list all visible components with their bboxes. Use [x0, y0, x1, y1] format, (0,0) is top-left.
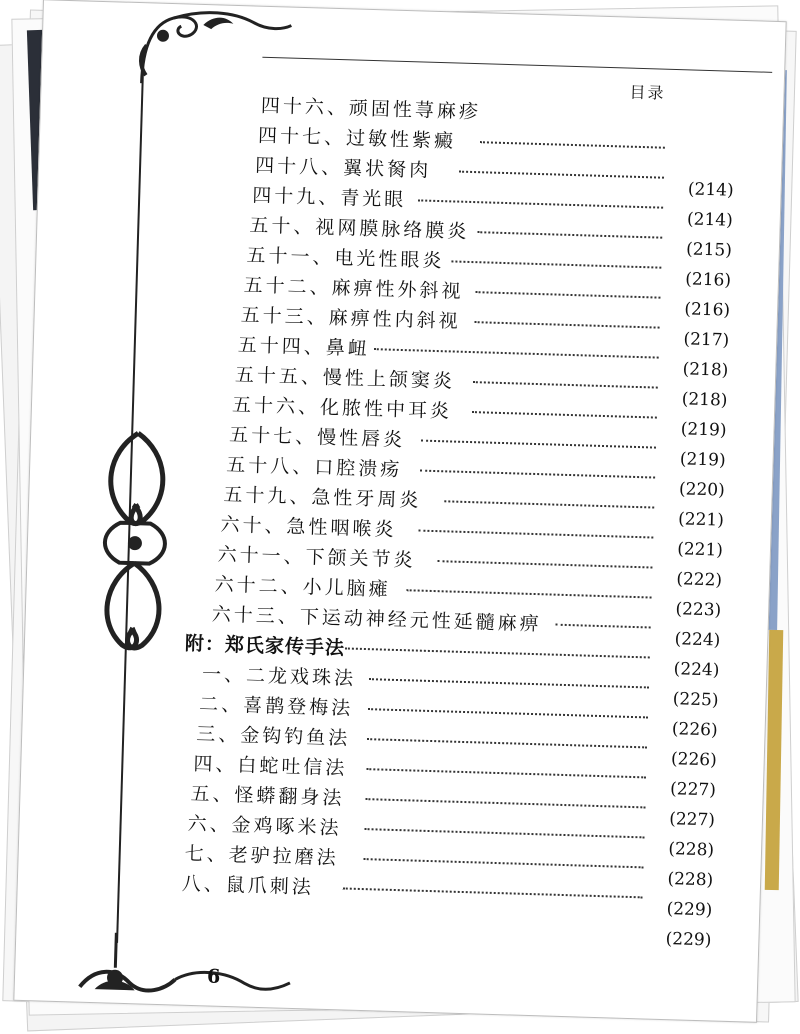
toc-entry-page: (228) [667, 869, 714, 891]
toc-entry-label: 四、白蛇吐信法 [193, 752, 348, 780]
toc-entry-page: (225) [672, 689, 719, 711]
toc-entry-page: (214) [687, 179, 734, 201]
dot-leader [477, 231, 662, 238]
page-header-title: 目录 [629, 82, 666, 103]
toc-entry-label: 六十、急性咽喉炎 [220, 513, 397, 541]
toc-entry-label: 附：郑氏家传手法 [184, 632, 346, 660]
toc-entry-page: (222) [676, 569, 723, 591]
toc-entry-label: 六十一、下颌关节炎 [217, 543, 416, 572]
toc-entry-label: 三、金钩钓鱼法 [195, 723, 351, 750]
toc-entry-page: (218) [681, 389, 728, 411]
dot-leader [343, 887, 643, 898]
toc-entry-label: 五、怪蟒翻身法 [190, 782, 345, 810]
dot-leader [475, 321, 660, 328]
toc-entry-page: (218) [682, 359, 729, 381]
dot-leader [421, 440, 656, 449]
dot-leader [418, 199, 663, 208]
toc-entry-label: 四十九、青光眼 [251, 184, 407, 212]
dot-leader [459, 171, 664, 179]
toc-entry-label: 五十、视网膜脉络膜炎 [249, 214, 470, 243]
toc-entry-page: (226) [671, 719, 718, 741]
toc-entry-page: (221) [677, 509, 725, 531]
toc-entry-label: 五十五、慢性上颌窦炎 [234, 364, 456, 393]
toc-entry-label: 二、喜鹊登梅法 [198, 693, 354, 720]
dot-leader [472, 411, 657, 418]
bottom-ornament-icon [74, 927, 296, 1003]
toc-entry-label: 五十一、电光性眼炎 [246, 244, 445, 273]
toc-entry-label: 五十三、麻痹性内斜视 [240, 304, 461, 333]
document-page [13, 0, 786, 1023]
toc-entry-page: (227) [669, 779, 717, 801]
dot-leader [420, 470, 655, 479]
toc-entry-page: (215) [685, 239, 733, 261]
dot-leader [407, 589, 652, 598]
toc-entry-label: 五十八、口腔溃疡 [225, 453, 403, 482]
toc-entry-label: 七、老驴拉磨法 [184, 842, 340, 870]
toc-entry-page: (223) [675, 599, 722, 621]
side-ornament-icon [87, 422, 184, 655]
toc-entry-page: (226) [670, 749, 718, 771]
corner-ornament-icon [132, 5, 294, 90]
toc-entry-page: (227) [668, 809, 716, 831]
dot-leader [480, 141, 665, 148]
toc-entry-page: (229) [666, 899, 713, 921]
dot-leader [418, 530, 653, 539]
toc-entry-label: 五十四、鼻衄 [237, 334, 371, 361]
toc-entry-label: 五十二、麻痹性外斜视 [243, 274, 464, 303]
table-of-contents [167, 87, 737, 951]
toc-entry-label: 四十七、过敏性紫癜 [257, 124, 457, 153]
dot-leader [444, 500, 654, 508]
dot-leader [368, 708, 648, 718]
toc-entry-page: (228) [668, 839, 715, 861]
dot-leader [366, 768, 646, 778]
dot-leader [556, 624, 651, 629]
toc-entry-label: 一、二龙戏珠法 [201, 663, 357, 690]
toc-entry-label: 五十六、化脓性中耳炎 [231, 393, 453, 423]
page-number: 6 [206, 965, 221, 988]
toc-entry-page: (224) [674, 629, 721, 651]
toc-entry-label: 六十三、下运动神经元性延髓麻痹 [211, 603, 543, 636]
dot-leader [364, 858, 644, 868]
toc-entry-label: 八、鼠爪刺法 [181, 872, 315, 899]
toc-entry-page: (219) [679, 449, 726, 471]
dot-leader [365, 798, 645, 808]
dot-leader [345, 647, 650, 658]
dot-leader [451, 260, 661, 268]
dot-leader [437, 560, 652, 568]
toc-entry-page: (217) [683, 329, 730, 351]
toc-entry-label: 六、金鸡啄米法 [187, 812, 342, 840]
dot-leader [365, 828, 645, 838]
toc-entry-label: 六十二、小儿脑瘫 [214, 573, 392, 601]
toc-entry-page: (216) [684, 299, 731, 321]
dot-leader [367, 738, 647, 748]
toc-entry-label: 四十六、顽固性荨麻疹 [260, 94, 482, 124]
toc-entry-label: 四十八、翼状胬肉 [254, 154, 432, 182]
toc-entry-label: 五十七、慢性唇炎 [228, 423, 406, 452]
dot-leader [374, 348, 659, 358]
toc-entry-page: (214) [686, 209, 734, 231]
toc-entry-page: (224) [673, 659, 720, 681]
toc-entry-page: (220) [678, 479, 726, 501]
header-rule [262, 57, 772, 73]
dot-leader [473, 381, 658, 388]
dot-leader [369, 678, 649, 688]
toc-entry-label: 五十九、急性牙周炎 [223, 483, 422, 512]
toc-entry-page: (219) [680, 419, 727, 441]
dot-leader [475, 291, 660, 298]
toc-entry-page: (229) [665, 929, 712, 951]
toc-entry-page: (216) [684, 269, 732, 291]
toc-entry-page [675, 149, 735, 151]
toc-entry-page: (221) [676, 539, 724, 561]
